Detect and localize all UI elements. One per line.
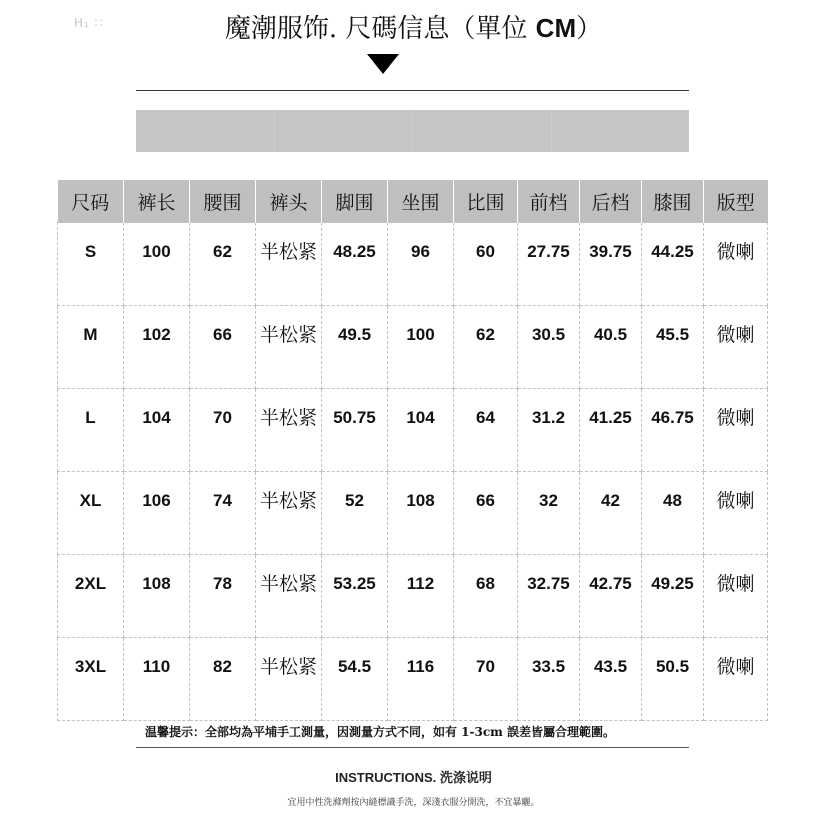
cell-size: 2XL <box>58 555 124 638</box>
cell-hem: 54.5 <box>322 638 388 721</box>
cell-front-rise: 32.75 <box>518 555 580 638</box>
cell-size: M <box>58 306 124 389</box>
header-hem: 脚围 <box>322 180 388 223</box>
gray-band-segment <box>275 110 414 152</box>
gray-band-segment <box>552 110 690 152</box>
gray-band-segment <box>413 110 552 152</box>
cell-back-rise: 40.5 <box>580 306 642 389</box>
header-front-rise: 前档 <box>518 180 580 223</box>
cell-hip: 104 <box>388 389 454 472</box>
cell-size: 3XL <box>58 638 124 721</box>
cell-thigh: 70 <box>454 638 518 721</box>
cell-waist: 66 <box>190 306 256 389</box>
table-row <box>58 555 768 638</box>
cell-fit: 微喇 <box>704 472 768 555</box>
cell-thigh: 66 <box>454 472 518 555</box>
cell-front-rise: 27.75 <box>518 223 580 306</box>
header-size: 尺码 <box>58 180 124 223</box>
cell-fit: 微喇 <box>704 638 768 721</box>
size-table <box>57 180 768 721</box>
cell-waist: 82 <box>190 638 256 721</box>
cell-knee: 44.25 <box>642 223 704 306</box>
cell-length: 100 <box>124 223 190 306</box>
cell-hem: 52 <box>322 472 388 555</box>
cell-front-rise: 31.2 <box>518 389 580 472</box>
cell-waist: 70 <box>190 389 256 472</box>
down-arrow-icon <box>367 54 399 74</box>
header-hip: 坐围 <box>388 180 454 223</box>
cell-waistband: 半松紧 <box>256 638 322 721</box>
header-thigh: 比围 <box>454 180 518 223</box>
gray-band <box>136 110 689 152</box>
header-length: 裤长 <box>124 180 190 223</box>
table-row <box>58 472 768 555</box>
instructions-title: INSTRUCTIONS. 洗涤说明 <box>335 770 492 785</box>
top-divider <box>136 90 689 91</box>
title-main: 魔潮服饰. 尺碼信息（單位 <box>224 14 536 44</box>
cell-fit: 微喇 <box>704 555 768 638</box>
table-row <box>58 223 768 306</box>
cell-length: 102 <box>124 306 190 389</box>
cell-hem: 48.25 <box>322 223 388 306</box>
cell-front-rise: 30.5 <box>518 306 580 389</box>
cell-back-rise: 39.75 <box>580 223 642 306</box>
cell-front-rise: 32 <box>518 472 580 555</box>
cell-knee: 46.75 <box>642 389 704 472</box>
cell-fit: 微喇 <box>704 389 768 472</box>
cell-hip: 96 <box>388 223 454 306</box>
cell-knee: 50.5 <box>642 638 704 721</box>
bottom-divider <box>136 747 689 748</box>
cell-length: 104 <box>124 389 190 472</box>
title-close: ） <box>576 14 603 44</box>
instructions-text: 宜用中性洗滌劑按內縫標識手洗，深淺衣服分開洗，不宜暴曬。 <box>287 798 540 808</box>
cell-back-rise: 41.25 <box>580 389 642 472</box>
table-row <box>58 638 768 721</box>
page-title <box>0 8 827 45</box>
cell-waistband: 半松紧 <box>256 389 322 472</box>
cell-hip: 108 <box>388 472 454 555</box>
header-waistband: 裤头 <box>256 180 322 223</box>
table-header-row <box>58 180 768 223</box>
cell-waist: 62 <box>190 223 256 306</box>
cell-size: XL <box>58 472 124 555</box>
cell-back-rise: 42.75 <box>580 555 642 638</box>
corner-mark: H₁ ∷ <box>74 16 104 30</box>
table-row <box>58 306 768 389</box>
cell-thigh: 64 <box>454 389 518 472</box>
cell-length: 110 <box>124 638 190 721</box>
cell-hem: 53.25 <box>322 555 388 638</box>
cell-fit: 微喇 <box>704 306 768 389</box>
cell-knee: 48 <box>642 472 704 555</box>
gray-band-segment <box>136 110 275 152</box>
cell-length: 106 <box>124 472 190 555</box>
cell-length: 108 <box>124 555 190 638</box>
cell-fit: 微喇 <box>704 223 768 306</box>
cell-thigh: 62 <box>454 306 518 389</box>
cell-hip: 116 <box>388 638 454 721</box>
cell-waistband: 半松紧 <box>256 555 322 638</box>
title-unit: CM <box>535 13 577 43</box>
cell-back-rise: 43.5 <box>580 638 642 721</box>
cell-thigh: 60 <box>454 223 518 306</box>
header-waist: 腰围 <box>190 180 256 223</box>
cell-hip: 100 <box>388 306 454 389</box>
cell-waistband: 半松紧 <box>256 472 322 555</box>
cell-knee: 45.5 <box>642 306 704 389</box>
cell-size: S <box>58 223 124 306</box>
cell-waistband: 半松紧 <box>256 223 322 306</box>
header-knee: 膝围 <box>642 180 704 223</box>
cell-knee: 49.25 <box>642 555 704 638</box>
table-row <box>58 389 768 472</box>
cell-hem: 50.75 <box>322 389 388 472</box>
header-back-rise: 后档 <box>580 180 642 223</box>
cell-hip: 112 <box>388 555 454 638</box>
cell-back-rise: 42 <box>580 472 642 555</box>
cell-waistband: 半松紧 <box>256 306 322 389</box>
cell-hem: 49.5 <box>322 306 388 389</box>
header-fit: 版型 <box>704 180 768 223</box>
cell-waist: 74 <box>190 472 256 555</box>
cell-size: L <box>58 389 124 472</box>
cell-thigh: 68 <box>454 555 518 638</box>
measurement-note: 温馨提示：全部均為平埔手工測量，因測量方式不同，如有 1-3cm 誤差皆屬合理範圍。 <box>145 725 616 739</box>
cell-waist: 78 <box>190 555 256 638</box>
cell-front-rise: 33.5 <box>518 638 580 721</box>
